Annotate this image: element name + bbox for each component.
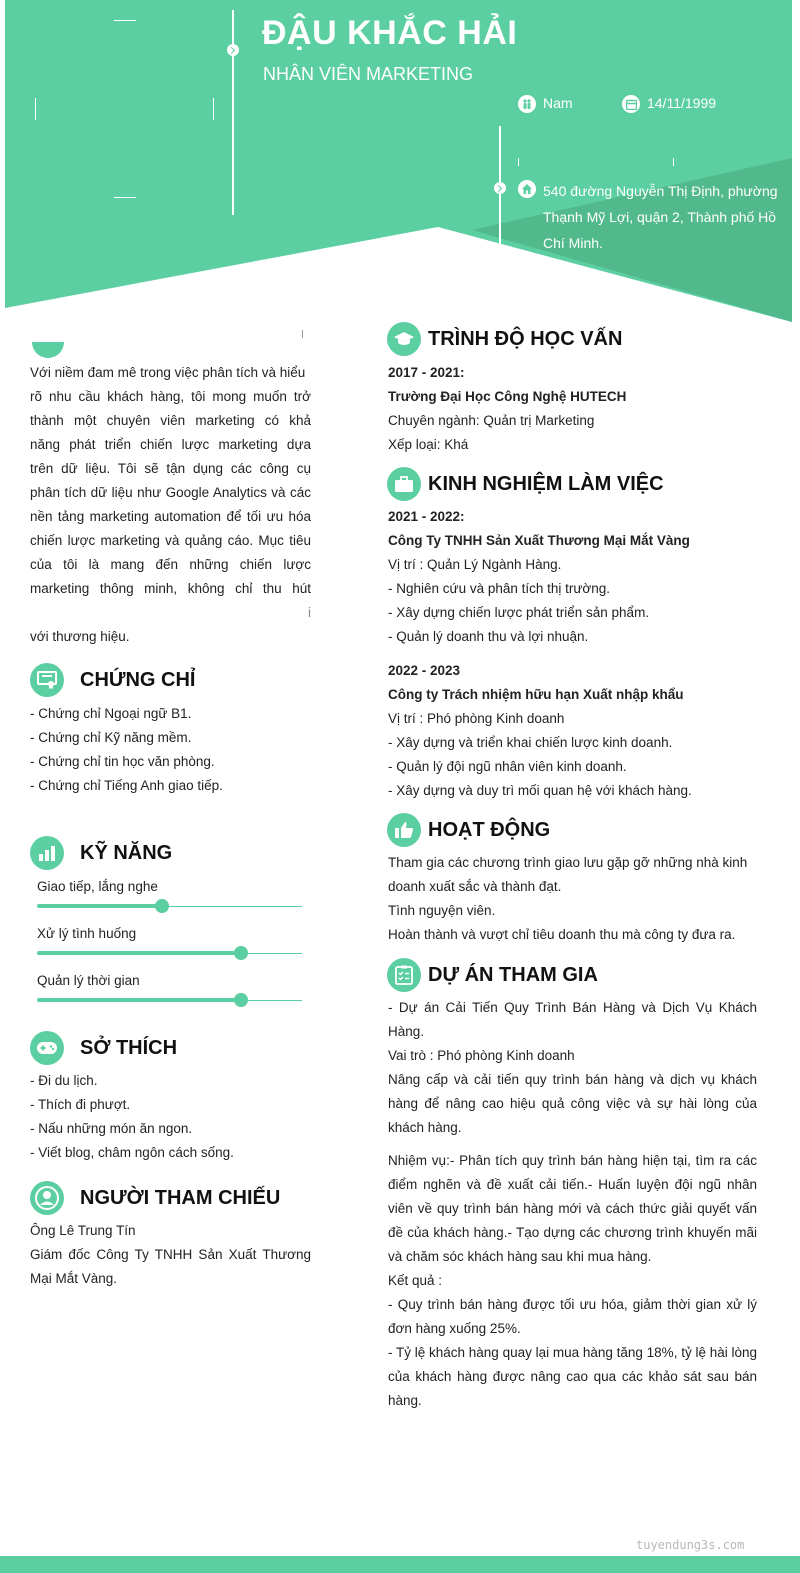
hobbies-list (30, 1069, 320, 1165)
references-text (30, 1219, 311, 1291)
checklist-icon (387, 958, 421, 992)
thumbs-up-icon (387, 813, 421, 847)
about-line: nền tảng marketing automation để tối ưu hóa (30, 509, 311, 524)
candidate-name: ĐẬU KHẮC HẢI (262, 14, 518, 52)
certificates-title: CHỨNG CHỈ (80, 669, 196, 691)
list-item: - Thích đi phượt. (30, 1097, 131, 1112)
chevron-right-icon (227, 44, 239, 56)
job-task: - Quản lý đội ngũ nhân viên kinh doanh. (388, 759, 627, 774)
job-task: - Xây dựng và duy trì mối quan hệ với khách hàng. (388, 783, 692, 798)
skill-level-knob (155, 899, 169, 913)
list-item: - Đi du lịch. (30, 1073, 98, 1088)
watermark: tuyendung3s.com (636, 1538, 745, 1552)
about-line: năng phát triển chiến lược marketing dựa (30, 437, 311, 452)
certificate-icon (30, 663, 64, 697)
briefcase-icon (387, 467, 421, 501)
references-title: NGƯỜI THAM CHIẾU (80, 1187, 281, 1209)
list-item: - Nấu những món ăn ngon. (30, 1121, 193, 1136)
list-item: - Chứng chỉ Ngoại ngữ B1. (30, 706, 192, 721)
list-item: - Viết blog, châm ngôn cách sống. (30, 1145, 234, 1160)
list-item: - Chứng chỉ Tiếng Anh giao tiếp. (30, 778, 223, 793)
activity-line: Hoàn thành và vượt chỉ tiêu doanh thu mà công ty đưa ra. (388, 927, 736, 942)
certificates-list (30, 702, 320, 798)
gamepad-icon (30, 1031, 64, 1065)
job-task: - Nghiên cứu và phân tích thị trường. (388, 581, 611, 596)
job-period: 2021 - 2022: (388, 509, 465, 524)
project-name: - Dự án Cải Tiến Quy Trình Bán Hàng và Dịch Vụ Khách Hàng. (388, 1000, 757, 1039)
projects-text (388, 996, 757, 1413)
education-period: 2017 - 2021: (388, 365, 465, 380)
user-icon (30, 1181, 64, 1215)
job-task: - Xây dựng và triển khai chiến lược kinh doanh. (388, 735, 673, 750)
project-results-label: Kết quả : (388, 1273, 443, 1288)
photo-frame-mark (35, 98, 36, 120)
skill-level-bar (37, 998, 241, 1002)
education-title: TRÌNH ĐỘ HỌC VẤN (428, 328, 623, 350)
job-company: Công Ty TNHH Sản Xuất Thương Mại Mắt Vàng (388, 533, 690, 548)
reference-name: Ông Lê Trung Tín (30, 1223, 136, 1238)
education-details (388, 361, 768, 457)
dob-value: 14/11/1999 (647, 95, 717, 111)
activities-text (388, 851, 768, 947)
skill-label: Giao tiếp, lắng nghe (37, 879, 158, 894)
experience-job (388, 659, 778, 803)
about-line: Với niềm đam mê trong việc phân tích và hiểu (30, 365, 306, 380)
project-tasks: Nhiệm vụ:- Phân tích quy trình bán hàng hiện tại, tìm ra các điểm nghẽn và đề xuất cải tiến.- Huấn luyện đội ngũ nhân viên về quy trình bán hàng mới và cách thức giải quyết vấn đề của khách hàng.- Tạo dựng các chương trình khuyến mãi và chăm sóc khách hàng sau khi mua hàng. (388, 1153, 757, 1264)
graduation-cap-icon (387, 322, 421, 356)
divider-mark (673, 158, 674, 166)
project-result: - Tỷ lệ khách hàng quay lại mua hàng tăng 18%, tỷ lệ hài lòng của khách hàng được nâng cao qua các khảo sát sau bán hàng. (388, 1345, 757, 1408)
job-title: NHÂN VIÊN MARKETING (263, 64, 474, 84)
job-position: Vị trí : Quản Lý Ngành Hàng. (388, 557, 562, 572)
job-task: - Quản lý doanh thu và lợi nhuận. (388, 629, 589, 644)
list-item: - Chứng chỉ tin học văn phòng. (30, 754, 215, 769)
about-line: với thương hiệu. (30, 629, 130, 644)
calendar-icon (622, 95, 640, 113)
about-text (30, 361, 311, 649)
gender-value: Nam (543, 95, 573, 111)
about-line: thành một chuyên viên marketing có khả (30, 413, 311, 428)
activity-line: doanh xuất sắc và thành đạt. (388, 879, 562, 894)
about-line: của tôi là mang đến những chiến lược (30, 557, 311, 572)
job-company: Công ty Trách nhiệm hữu hạn Xuất nhập khẩu (388, 687, 684, 702)
skill-level-knob (234, 946, 248, 960)
address-value: 540 đường Nguyễn Thị Định, phường Thạnh Mỹ Lợi, quận 2, Thành phố Hồ Chí Minh. (543, 183, 778, 251)
reference-position: Mại Mắt Vàng. (30, 1271, 118, 1286)
divider-mark (518, 158, 519, 166)
header-divider-line (232, 10, 234, 215)
about-line: i (308, 605, 311, 620)
skill-label: Xử lý tình huống (37, 926, 137, 941)
activities-title: HOẠT ĐỘNG (428, 819, 551, 841)
skill-label: Quản lý thời gian (37, 973, 140, 988)
skill-level-bar (37, 951, 241, 955)
about-line: rõ nhu cầu khách hàng, tôi mong muốn trở (30, 389, 311, 404)
job-period: 2022 - 2023 (388, 663, 461, 678)
reference-position: Giám đốc Công Ty TNHH Sản Xuất Thương (30, 1247, 311, 1262)
divider-mark (302, 330, 303, 338)
hobbies-title: SỞ THÍCH (80, 1037, 178, 1059)
profile-icon (30, 322, 66, 358)
project-description: Nâng cấp và cải tiến quy trình bán hàng và dịch vụ khách hàng để nâng cao hiệu quả công việc và sự hài lòng của khách hàng. (388, 1072, 757, 1135)
activity-line: Tham gia các chương trình giao lưu gặp gỡ những nhà kinh (388, 855, 748, 870)
experience-job (388, 505, 778, 649)
skill-level-knob (234, 993, 248, 1007)
photo-frame-mark (114, 197, 136, 198)
about-line: marketing thông minh, không chỉ thu hút (30, 581, 311, 596)
photo-frame-mark (114, 20, 136, 21)
project-role: Vai trò : Phó phòng Kinh doanh (388, 1048, 575, 1063)
list-item: - Chứng chỉ Kỹ năng mềm. (30, 730, 192, 745)
education-school: Trường Đại Học Công Nghệ HUTECH (388, 389, 627, 404)
gender-icon (518, 95, 536, 113)
experience-title: KINH NGHIỆM LÀM VIỆC (428, 473, 664, 495)
skills-title: KỸ NĂNG (80, 842, 173, 864)
project-result: - Quy trình bán hàng được tối ưu hóa, giảm thời gian xử lý đơn hàng xuống 25%. (388, 1297, 757, 1336)
about-line: trên dữ liệu. Tôi sẽ tận dụng các công cụ (30, 461, 311, 476)
education-grade: Xếp loại: Khá (388, 437, 469, 452)
about-line: phân tích dữ liệu như Google Analytics và các (30, 485, 311, 500)
home-icon (518, 180, 536, 198)
photo-frame-mark (213, 98, 214, 120)
footer-bar (0, 1556, 800, 1573)
education-major: Chuyên ngành: Quản trị Marketing (388, 413, 595, 428)
projects-title: DỰ ÁN THAM GIA (428, 964, 598, 986)
chevron-right-icon (494, 182, 506, 194)
job-position: Vị trí : Phó phòng Kinh doanh (388, 711, 565, 726)
chart-bar-icon (30, 836, 64, 870)
skill-level-bar (37, 904, 162, 908)
about-line: chiến lược marketing và quảng cáo. Mục tiêu (30, 533, 311, 548)
job-task: - Xây dựng chiến lược phát triển sản phẩm. (388, 605, 650, 620)
activity-line: Tình nguyện viên. (388, 903, 496, 918)
